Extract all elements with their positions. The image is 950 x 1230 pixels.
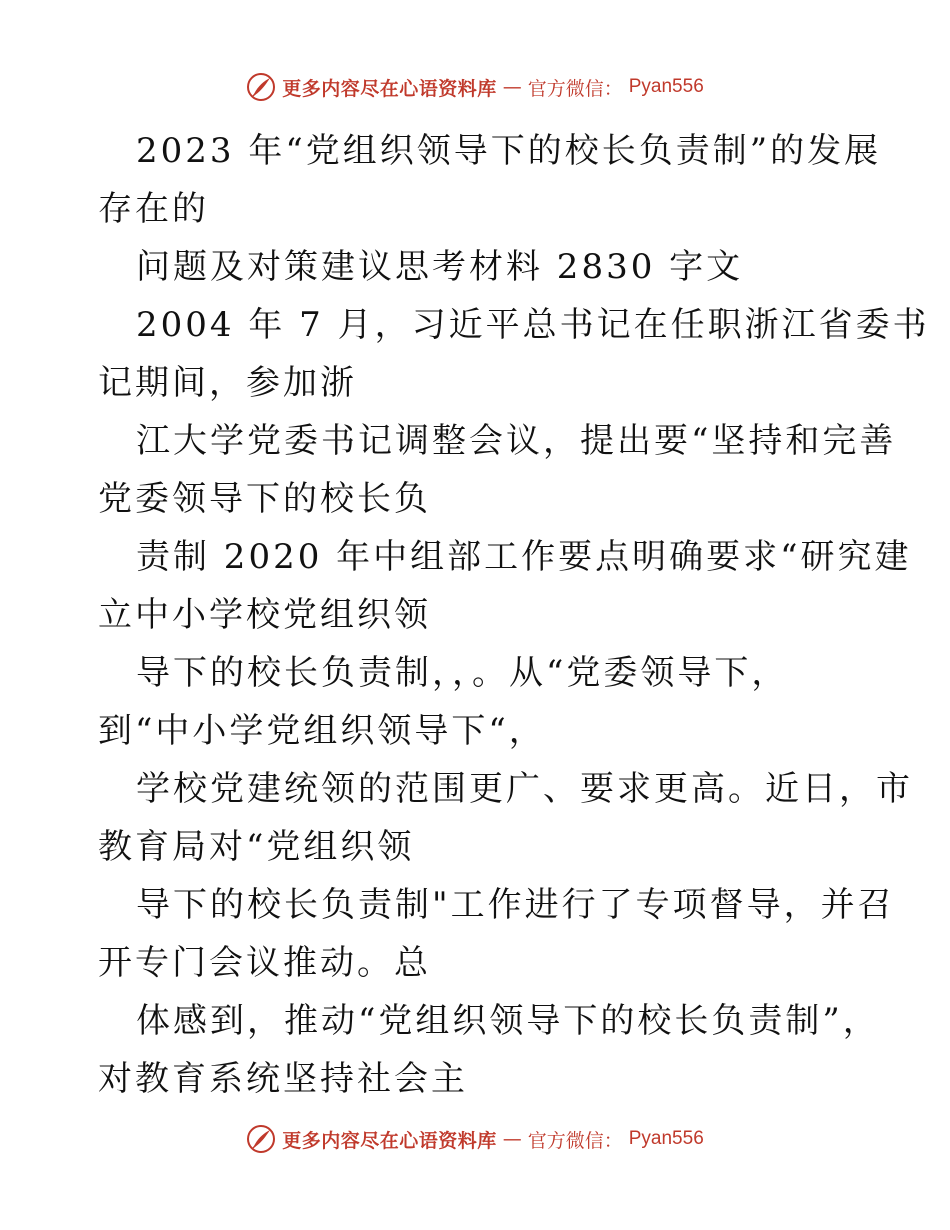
text-line: 问题及对策建议思考材料 2830 字文	[136, 247, 744, 287]
watermark-brand-text: 更多内容尽在心语资料库	[282, 77, 497, 100]
text-line: 2023 年“党组织领导下的校长负责制”的发展	[136, 131, 882, 171]
watermark-wechat-label: 官方微信：	[527, 1129, 623, 1152]
text-line: 记期间，参加浙	[98, 363, 357, 403]
watermark-separator: —	[502, 1128, 522, 1150]
text-line: 教育局对“党组织领	[98, 827, 415, 867]
document-body	[98, 122, 930, 1108]
text-line: 导下的校长负责制，，。从“党委领导下，	[136, 653, 789, 693]
text-line: 立中小学校党组织领	[98, 595, 431, 635]
footer-watermark	[0, 1124, 950, 1154]
text-line: 开专门会议推动。总	[98, 943, 431, 983]
feather-pen-logo-icon	[246, 1124, 276, 1154]
watermark-wechat-id: Pyan556	[628, 76, 704, 97]
text-line: 党委领导下的校长负	[98, 479, 431, 519]
text-line: 学校党建统领的范围更广、要求更高。近日，市	[136, 769, 913, 809]
header-watermark	[0, 72, 950, 102]
text-line: 江大学党委书记调整会议，提出要“坚持和完善	[136, 421, 897, 461]
text-line: 导下的校长负责制"工作进行了专项督导，并召	[136, 885, 895, 925]
watermark-brand-text: 更多内容尽在心语资料库	[282, 1129, 497, 1152]
watermark-separator: —	[502, 76, 522, 98]
text-line: 责制 2020 年中组部工作要点明确要求“研究建	[136, 537, 912, 577]
text-line: 到“中小学党组织领导下“，	[98, 711, 546, 751]
text-line: 对教育系统坚持社会主	[98, 1059, 468, 1099]
feather-pen-logo-icon	[246, 72, 276, 102]
text-line: 2004 年 7 月，习近平总书记在任职浙江省委书	[136, 305, 930, 345]
text-line: 体感到，推动“党组织领导下的校长负责制”，	[136, 1001, 880, 1041]
watermark-wechat-label: 官方微信：	[527, 77, 623, 100]
watermark-wechat-id: Pyan556	[628, 1128, 704, 1149]
text-line: 存在的	[98, 189, 209, 229]
